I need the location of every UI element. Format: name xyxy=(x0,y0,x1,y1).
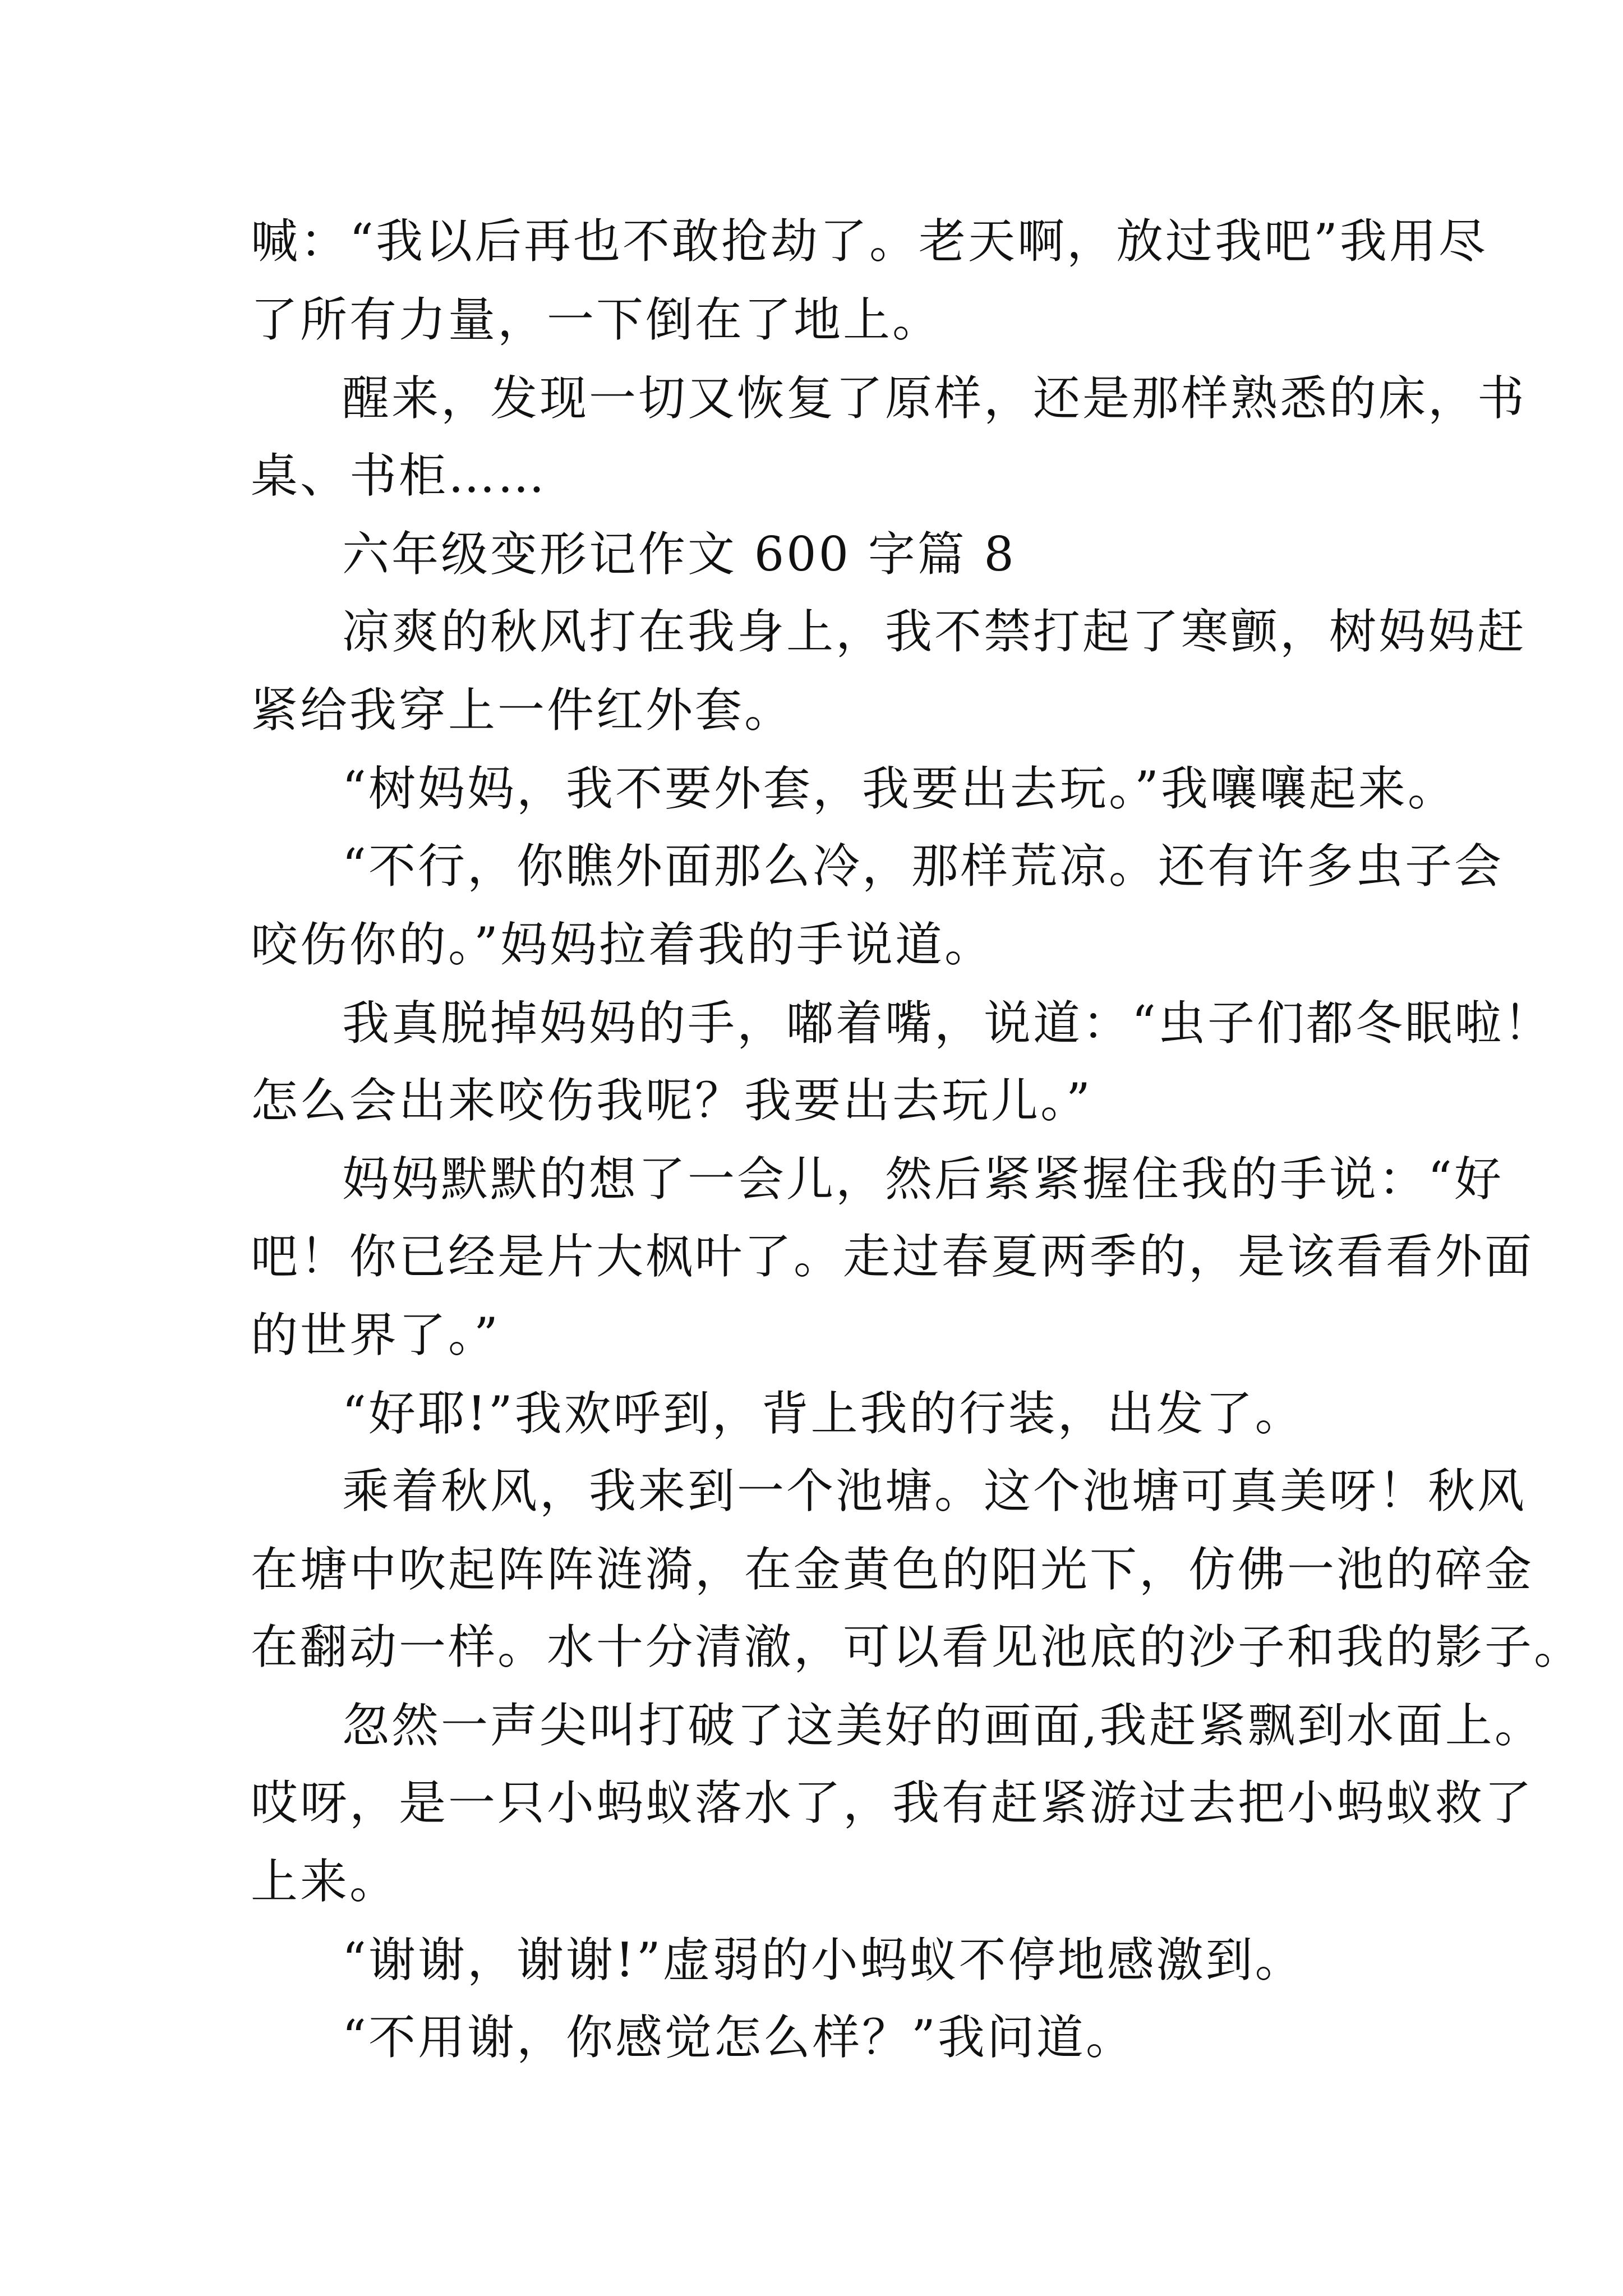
text-line: “不行，你瞧外面那么冷，那样荒凉。还有许多虫子会 xyxy=(342,839,1504,894)
text-line: 在翻动一样。水十分清澈，可以看见池底的沙子和我的影子。 xyxy=(251,1619,1584,1674)
text-line: 喊：“我以后再也不敢抢劫了。老天啊，放过我吧”我用尽 xyxy=(251,214,1488,269)
text-line: “谢谢，谢谢!”虚弱的小蚂蚁不停地感激到。 xyxy=(342,1932,1304,1987)
text-line: “好耶!”我欢呼到，背上我的行装，出发了。 xyxy=(342,1386,1304,1441)
text-line: “树妈妈，我不要外套，我要出去玩。”我嚷嚷起来。 xyxy=(342,761,1457,816)
text-line: 吧！你已经是片大枫叶了。走过春夏两季的，是该看看外面 xyxy=(251,1229,1534,1284)
text-line: 我真脱掉妈妈的手，嘟着嘴，说道：“虫子们都冬眠啦！ xyxy=(342,996,1553,1051)
text-line: 在塘中吹起阵阵涟漪，在金黄色的阳光下，仿佛一池的碎金 xyxy=(251,1542,1534,1597)
text-line: 怎么会出来咬伤我呢？我要出去玩儿。” xyxy=(251,1073,1092,1128)
text-line: 妈妈默默的想了一会儿，然后紧紧握住我的手说：“好 xyxy=(342,1152,1504,1207)
text-line: 的世界了。” xyxy=(251,1308,500,1363)
text-line: 忽然一声尖叫打破了这美好的画面,我赶紧飘到水面上。 xyxy=(342,1698,1544,1753)
text-line: 上来。 xyxy=(251,1854,399,1909)
text-line: 醒来，发现一切又恢复了原样，还是那样熟悉的床，书 xyxy=(342,371,1527,426)
text-line: 凉爽的秋风打在我身上，我不禁打起了寒颤，树妈妈赶 xyxy=(342,604,1527,659)
text-line: 咬伤你的。”妈妈拉着我的手说道。 xyxy=(251,917,994,972)
text-line: 了所有力量，一下倒在了地上。 xyxy=(251,292,942,347)
text-line: 乘着秋风，我来到一个池塘。这个池塘可真美呀！秋风 xyxy=(342,1464,1527,1519)
text-line: 紧给我穿上一件红外套。 xyxy=(251,683,794,738)
text-line: 哎呀，是一只小蚂蚁落水了，我有赶紧游过去把小蚂蚁救了 xyxy=(251,1775,1534,1830)
text-line: “不用谢，你感觉怎么样？”我问道。 xyxy=(342,2010,1135,2065)
text-line: 桌、书柜…… xyxy=(251,448,547,503)
section-heading: 六年级变形记作文 600 字篇 8 xyxy=(342,527,1016,582)
